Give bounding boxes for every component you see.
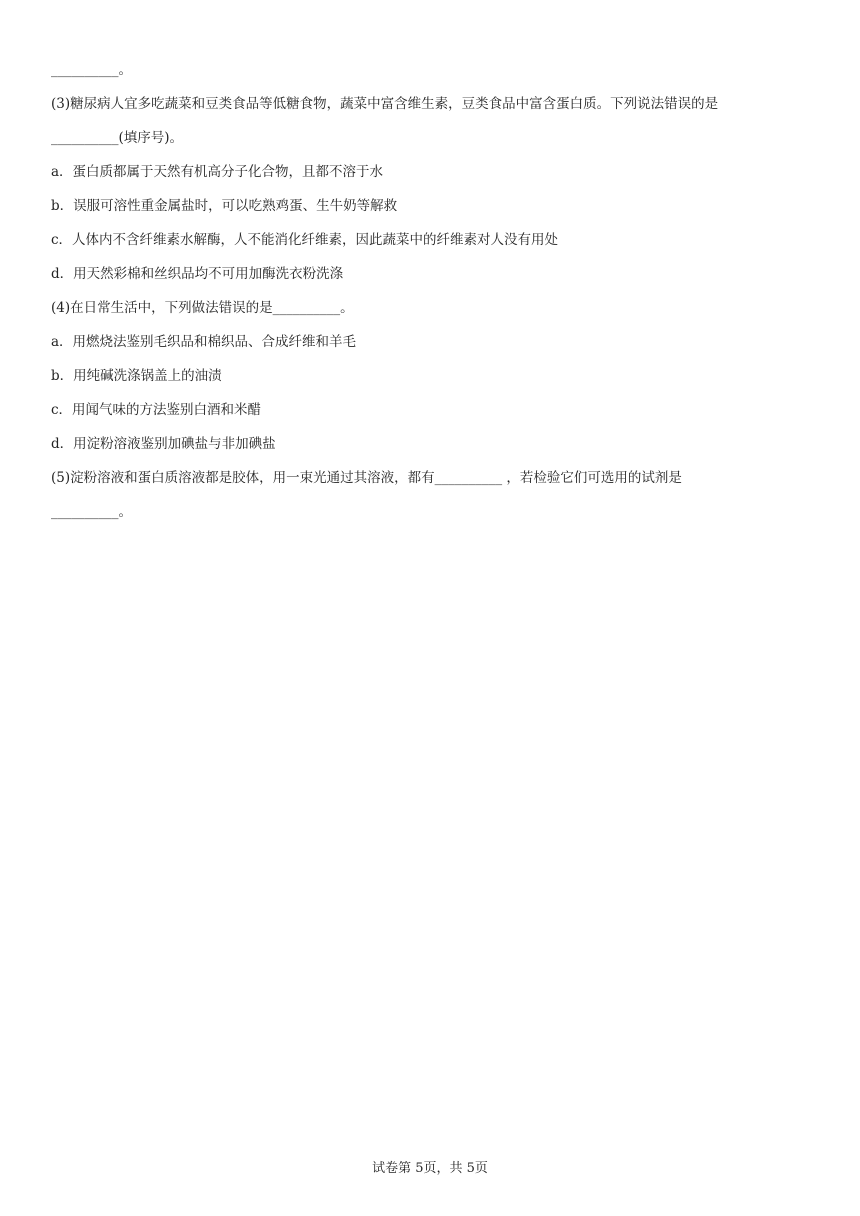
q3-stem: (3)糖尿病人宜多吃蔬菜和豆类食品等低糖食物，蔬菜中富含维生素，豆类食品中富含蛋白质。下列说法错误的是 xyxy=(51,96,719,112)
q3-option-a: a．蛋白质都属于天然有机高分子化合物，且都不溶于水 xyxy=(51,164,384,180)
q4-option-c: c．用闻气味的方法鉴别白酒和米醋 xyxy=(51,402,262,418)
q5-stem: (5)淀粉溶液和蛋白质溶液都是胶体，用一束光通过其溶液，都有__________ ，若检验它们可选用的试剂是 xyxy=(51,470,682,486)
q4-stem: (4)在日常生活中，下列做法错误的是__________。 xyxy=(51,300,354,316)
q3-option-c: c．人体内不含纤维素水解酶，人不能消化纤维素，因此蔬菜中的纤维素对人没有用处 xyxy=(51,232,559,248)
q4-option-d: d．用淀粉溶液鉴别加碘盐与非加碘盐 xyxy=(51,436,276,452)
q2-answer-blank-line: __________。 xyxy=(51,62,132,78)
q4-option-b: b．用纯碱洗涤锅盖上的油渍 xyxy=(51,368,222,384)
page-footer: 试卷第 5页，共 5页 xyxy=(372,1161,488,1176)
q3-option-d: d．用天然彩棉和丝织品均不可用加酶洗衣粉洗涤 xyxy=(51,266,344,282)
q3-option-b: b．误服可溶性重金属盐时，可以吃熟鸡蛋、生牛奶等解救 xyxy=(51,198,398,214)
q5-answer-blank-line: __________。 xyxy=(51,504,132,520)
q3-answer-blank-line: __________(填序号)。 xyxy=(51,130,184,146)
q4-option-a: a．用燃烧法鉴别毛织品和棉织品、合成纤维和羊毛 xyxy=(51,334,357,350)
